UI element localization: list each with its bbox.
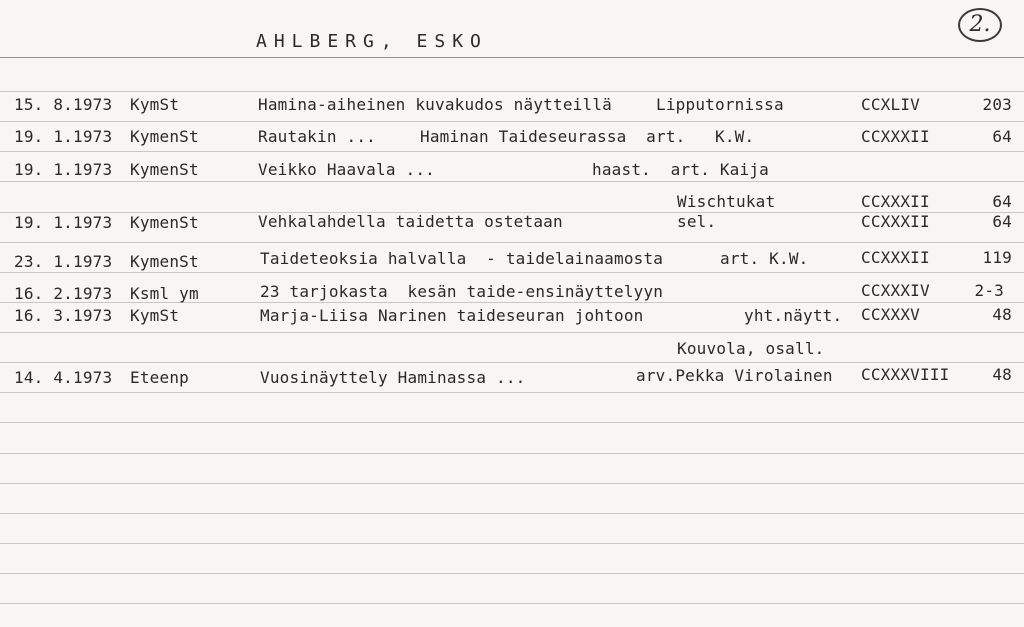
ruled-line xyxy=(0,392,1024,393)
ruled-line xyxy=(0,573,1024,574)
entry-source: KymenSt xyxy=(130,252,199,271)
entry-source: Ksml ym xyxy=(130,284,199,303)
entry-ref: CCXXXII xyxy=(861,192,930,211)
entry-extra: haast. art. Kaija xyxy=(592,160,769,179)
entry-date: 19. 1.1973 xyxy=(14,213,113,232)
entry-source: KymSt xyxy=(130,95,180,114)
header-rule xyxy=(0,57,1024,58)
entry-page: 64 xyxy=(992,127,1012,146)
entry-ref: CCXXXII xyxy=(861,127,930,146)
entry-source: KymenSt xyxy=(130,160,199,179)
entry-date: 16. 2.1973 xyxy=(14,284,113,303)
entry-ref: CCXXXII xyxy=(861,248,930,267)
entry-source: KymSt xyxy=(130,306,180,325)
ruled-line xyxy=(0,362,1024,363)
entry-extra: Wischtukat xyxy=(677,192,776,211)
ruled-line xyxy=(0,151,1024,152)
entry-source: KymenSt xyxy=(130,213,199,232)
ruled-line xyxy=(0,513,1024,514)
ruled-line xyxy=(0,121,1024,122)
entry-page: 119 xyxy=(982,248,1012,267)
entry-ref: CCXXXII xyxy=(861,212,930,231)
entry-source: Eteenp xyxy=(130,368,189,387)
entry-extra: Kouvola, osall. xyxy=(677,339,825,358)
card-number-stamp: 2. xyxy=(958,8,1002,42)
entry-text: Vehkalahdella taidetta ostetaan xyxy=(258,212,563,231)
entry-text: Veikko Haavala ... xyxy=(258,160,435,179)
ruled-line xyxy=(0,181,1024,182)
ruled-line xyxy=(0,272,1024,273)
entry-date: 19. 1.1973 xyxy=(14,127,113,146)
entry-text: 23 tarjokasta kesän taide-ensinäyttelyyn xyxy=(260,282,664,301)
entry-text: Hamina-aiheinen kuvakudos näytteillä xyxy=(258,95,612,114)
entry-page: 64 xyxy=(992,192,1012,211)
entry-extra: sel. xyxy=(677,212,717,231)
entry-date: 16. 3.1973 xyxy=(14,306,113,325)
entry-text: Rautakin ... xyxy=(258,127,376,146)
entry-ref: CCXXXV xyxy=(861,305,920,324)
entry-page: 203 xyxy=(982,95,1012,114)
entry-ref: CCXXXIV xyxy=(861,281,930,300)
entry-date: 19. 1.1973 xyxy=(14,160,113,179)
ruled-line xyxy=(0,332,1024,333)
ruled-line xyxy=(0,543,1024,544)
card-title: AHLBERG, ESKO xyxy=(256,31,488,52)
entry-page: 2-3 xyxy=(974,281,1004,300)
ruled-line xyxy=(0,242,1024,243)
entry-ref: CCXLIV xyxy=(861,95,920,114)
entry-text: Taideteoksia halvalla - taidelainaamosta xyxy=(260,249,664,268)
ruled-line xyxy=(0,603,1024,604)
entry-extra: Lipputornissa xyxy=(656,95,784,114)
entry-extra: yht.näytt. xyxy=(744,306,843,325)
entry-date: 14. 4.1973 xyxy=(14,368,113,387)
entry-source: KymenSt xyxy=(130,127,199,146)
ruled-line xyxy=(0,453,1024,454)
ruled-line xyxy=(0,483,1024,484)
entry-text: Marja-Liisa Narinen taideseuran johtoon xyxy=(260,306,644,325)
entry-ref: CCXXXVIII xyxy=(861,365,950,384)
entry-extra: arv.Pekka Virolainen xyxy=(636,366,833,385)
entry-page: 48 xyxy=(992,305,1012,324)
entry-extra: art. K.W. xyxy=(720,249,809,268)
entry-date: 15. 8.1973 xyxy=(14,95,113,114)
entry-page: 64 xyxy=(992,212,1012,231)
entry-date: 23. 1.1973 xyxy=(14,252,113,271)
entry-page: 48 xyxy=(992,365,1012,384)
ruled-line xyxy=(0,422,1024,423)
entry-extra: Haminan Taideseurassa art. K.W. xyxy=(420,127,755,146)
entry-text: Vuosinäyttely Haminassa ... xyxy=(260,368,526,387)
ruled-line xyxy=(0,91,1024,92)
